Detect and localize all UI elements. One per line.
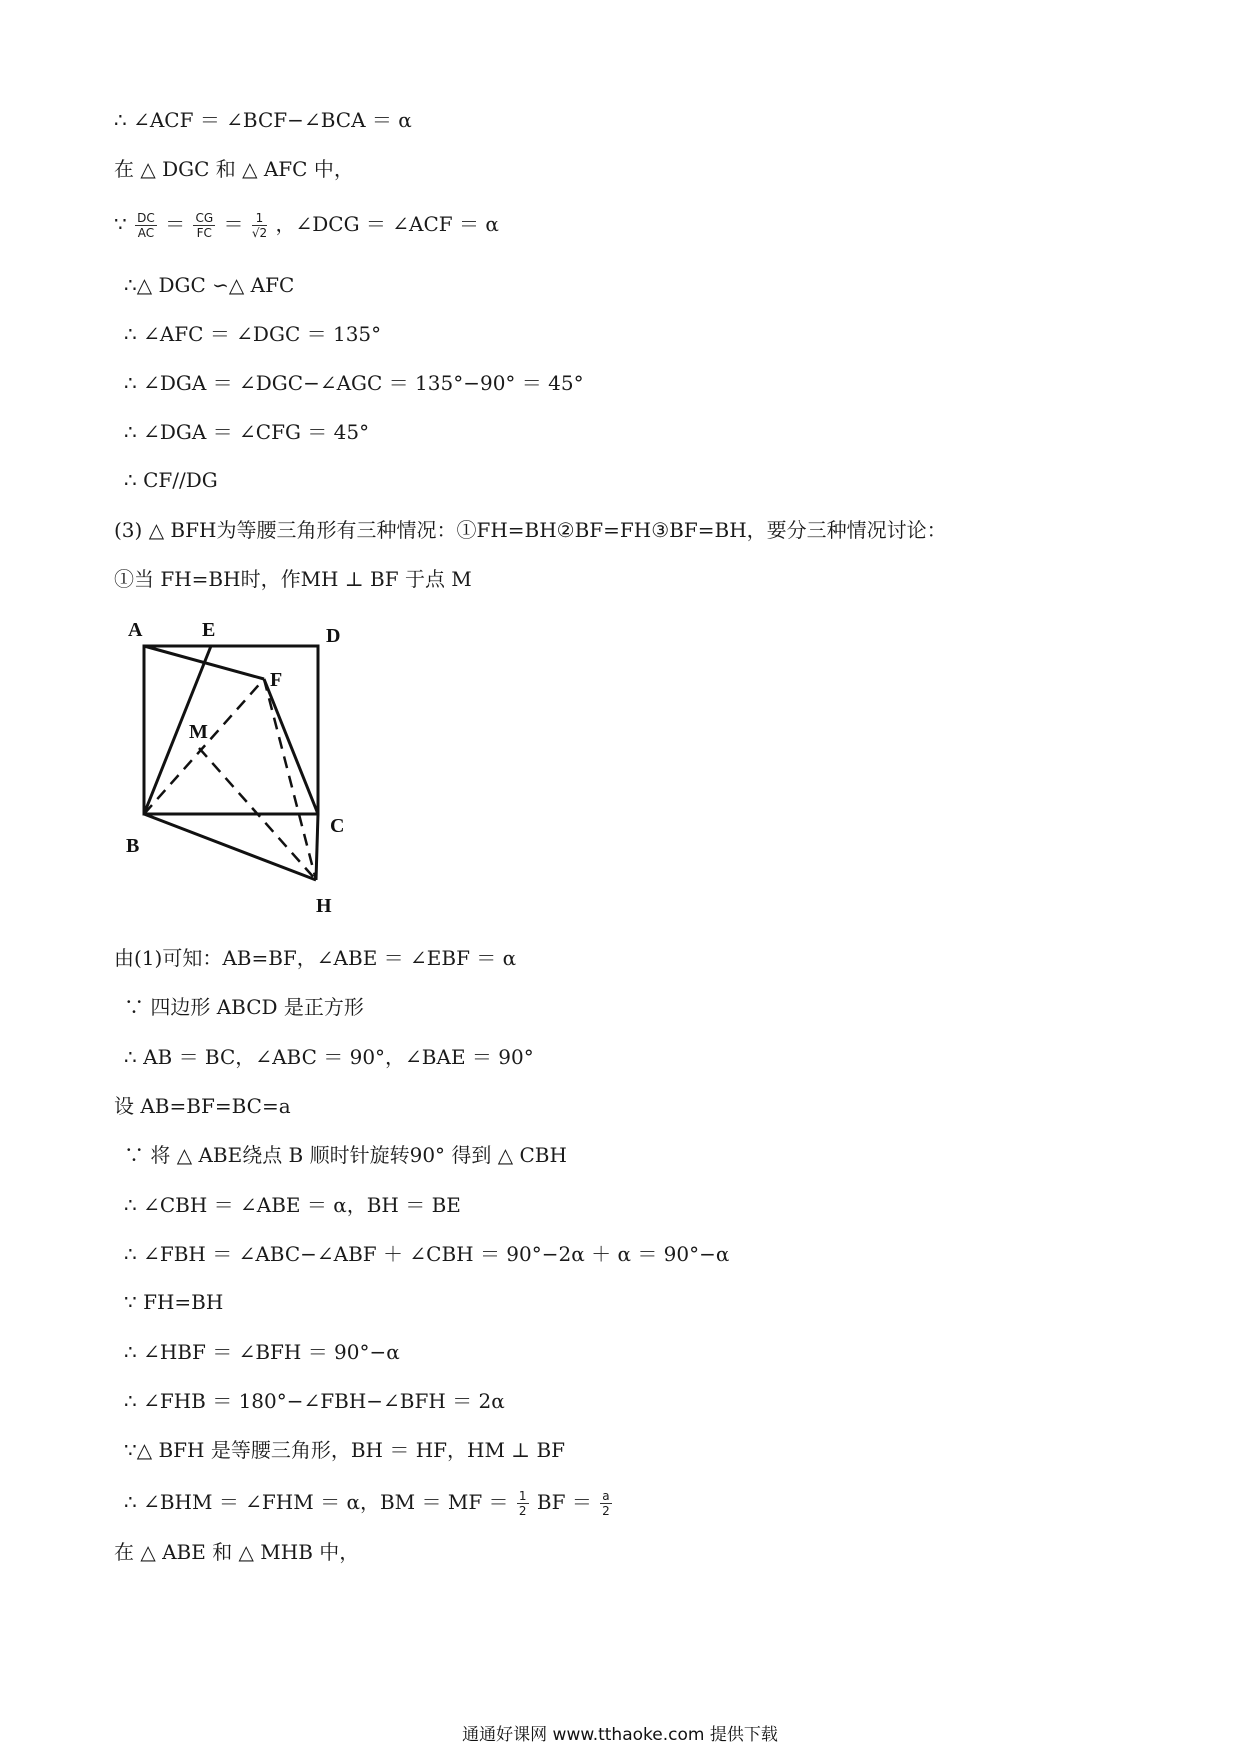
line-20: ∴ ∠FHB ＝ 180°−∠FBH−∠BFH ＝ 2α <box>124 1389 505 1413</box>
line-14: 设 AB=BF=BC=a <box>114 1094 291 1118</box>
line-18: ∵ FH=BH <box>124 1290 224 1314</box>
geometry-diagram <box>114 600 374 920</box>
line-21: ∵△ BFH 是等腰三角形，BH ＝ HF，HM ⊥ BF <box>124 1438 566 1462</box>
line-13: ∴ AB ＝ BC，∠ABC ＝ 90°，∠BAE ＝ 90° <box>124 1045 534 1069</box>
segment-bh <box>144 814 316 880</box>
fraction-a-half: $\frac{a}{2}$ <box>602 1489 610 1518</box>
line-5: ∴ ∠AFC ＝ ∠DGC ＝ 135° <box>124 322 382 346</box>
line-1: ∴ ∠ACF ＝ ∠BCF−∠BCA ＝ α <box>114 108 412 132</box>
line-7: ∴ ∠DGA ＝ ∠CFG ＝ 45° <box>124 420 370 444</box>
line-19: ∴ ∠HBF ＝ ∠BFH ＝ 90°−α <box>124 1340 400 1364</box>
segment-fh-dashed <box>264 679 316 880</box>
label-b: B <box>126 835 140 857</box>
segment-af <box>144 646 264 679</box>
line-15: ∵ 将 △ ABE绕点 B 顺时针旋转90° 得到 △ CBH <box>124 1143 567 1167</box>
label-c: C <box>330 815 345 837</box>
geometry-figure <box>114 600 374 920</box>
line-4: ∴△ DGC ∽△ AFC <box>124 273 295 297</box>
line-3: ∵ $\frac{DC}{AC}$ ＝ $\frac{CG}{FC}$ ＝ $\frac{1}{√2}$ ，∠DCG ＝ ∠ACF ＝ α <box>114 211 499 240</box>
fraction-one-root2: $\frac{1}{√2}$ <box>251 211 268 240</box>
fraction-dc-ac: $\frac{DC}{AC}$ <box>137 211 155 240</box>
line-2: 在 △ DGC 和 △ AFC 中， <box>114 157 354 181</box>
line-16: ∴ ∠CBH ＝ ∠ABE ＝ α，BH ＝ BE <box>124 1193 461 1217</box>
line-22: ∴ ∠BHM ＝ ∠FHM ＝ α，BM ＝ MF ＝ $\frac{1}{2}$ BF ＝ $\frac{a}{2}$ <box>124 1489 610 1518</box>
label-m: M <box>189 721 208 743</box>
line-11: 由(1)可知：AB=BF，∠ABE ＝ ∠EBF ＝ α <box>114 946 517 970</box>
segment-ch <box>316 814 318 880</box>
line-17: ∴ ∠FBH ＝ ∠ABC−∠ABF ＋ ∠CBH ＝ 90°−2α ＋ α ＝ 90°−α <box>124 1242 730 1266</box>
segment-fc <box>264 679 318 814</box>
line-10: ①当 FH=BH时，作MH ⊥ BF 于点 M <box>114 567 472 591</box>
label-e: E <box>202 619 216 641</box>
fraction-one-half: $\frac{1}{2}$ <box>518 1489 527 1518</box>
label-d: D <box>326 625 341 647</box>
line-9: (3) △ BFH为等腰三角形有三种情况：①FH=BH②BF=FH③BF=BH，要分三种情况讨论： <box>114 518 947 542</box>
segment-bf-dashed <box>144 679 264 814</box>
fraction-cg-fc: $\frac{CG}{FC}$ <box>195 211 214 240</box>
line-12: ∵ 四边形 ABCD 是正方形 <box>124 995 364 1019</box>
line-8: ∴ CF//DG <box>124 468 218 492</box>
label-a: A <box>128 619 143 641</box>
label-h: H <box>316 895 332 917</box>
label-f: F <box>270 669 283 691</box>
line-6: ∴ ∠DGA ＝ ∠DGC−∠AGC ＝ 135°−90° ＝ 45° <box>124 371 584 395</box>
page-footer: 通通好课网 www.tthaoke.com 提供下载 <box>462 1725 778 1745</box>
line-23: 在 △ ABE 和 △ MHB 中， <box>114 1540 360 1564</box>
